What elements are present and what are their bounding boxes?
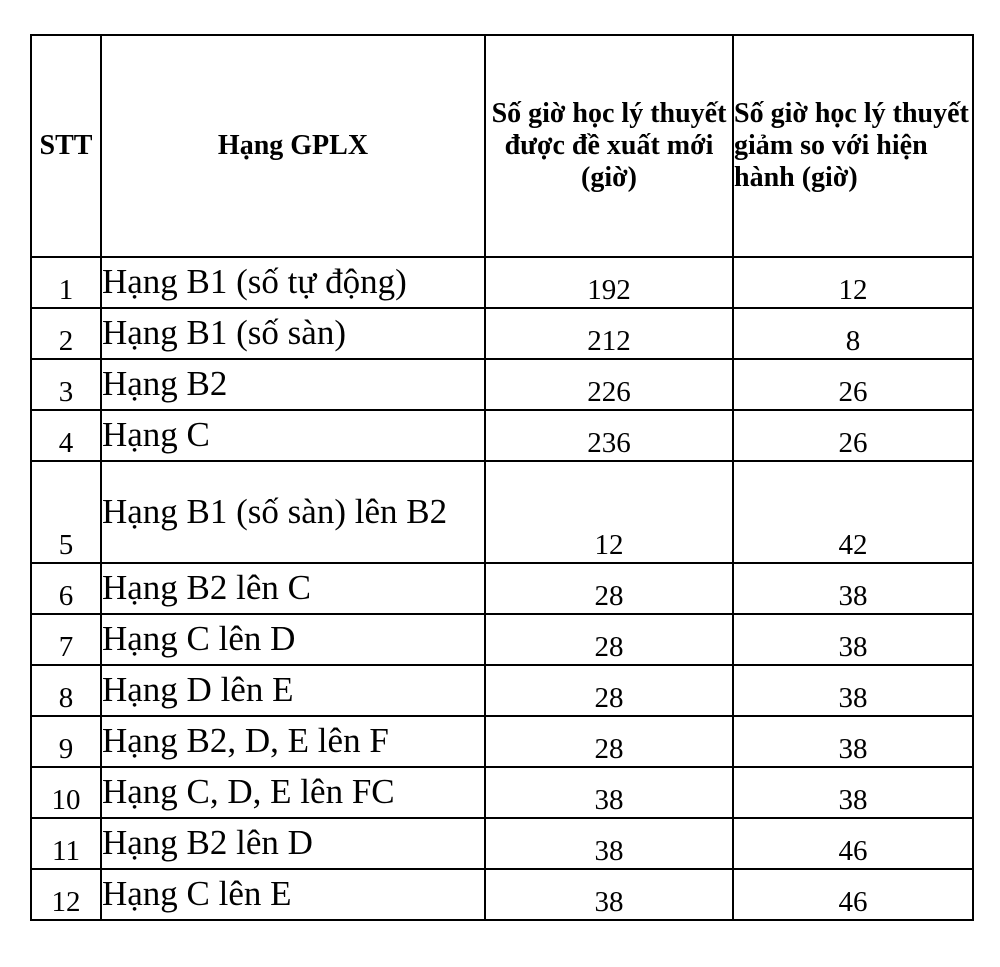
row-new-hours: 38 [485, 869, 733, 920]
row-reduced-hours: 26 [733, 359, 973, 410]
header-license-class: Hạng GPLX [101, 35, 485, 257]
row-new-hours: 38 [485, 818, 733, 869]
row-new-hours: 28 [485, 665, 733, 716]
row-license-class: Hạng B2, D, E lên F [101, 716, 485, 767]
row-stt: 11 [31, 818, 101, 869]
row-stt: 7 [31, 614, 101, 665]
table-row [31, 818, 973, 869]
row-reduced-hours: 42 [733, 461, 973, 563]
row-reduced-hours: 12 [733, 257, 973, 308]
row-reduced-hours: 38 [733, 665, 973, 716]
table-row [31, 614, 973, 665]
row-reduced-hours: 46 [733, 818, 973, 869]
row-license-class: Hạng D lên E [101, 665, 485, 716]
row-new-hours: 28 [485, 563, 733, 614]
header-stt: STT [31, 35, 101, 257]
row-new-hours: 236 [485, 410, 733, 461]
table-row [31, 767, 973, 818]
row-license-class: Hạng B2 [101, 359, 485, 410]
row-license-class: Hạng C, D, E lên FC [101, 767, 485, 818]
row-new-hours: 28 [485, 614, 733, 665]
header-reduced-hours: Số giờ học lý thuyết giảm so với hiện hành (giờ) [733, 35, 973, 257]
row-license-class: Hạng B2 lên C [101, 563, 485, 614]
row-stt: 6 [31, 563, 101, 614]
table-row [31, 563, 973, 614]
row-license-class: Hạng C [101, 410, 485, 461]
row-reduced-hours: 38 [733, 767, 973, 818]
header-row [31, 35, 973, 257]
table-row [31, 716, 973, 767]
row-stt: 9 [31, 716, 101, 767]
row-reduced-hours: 38 [733, 614, 973, 665]
row-license-class: Hạng B1 (số sàn) lên B2 [101, 461, 485, 563]
license-hours-table [30, 34, 974, 921]
row-license-class: Hạng C lên D [101, 614, 485, 665]
row-reduced-hours: 38 [733, 716, 973, 767]
row-stt: 12 [31, 869, 101, 920]
row-stt: 4 [31, 410, 101, 461]
row-stt: 5 [31, 461, 101, 563]
row-reduced-hours: 8 [733, 308, 973, 359]
table-row [31, 410, 973, 461]
row-stt: 3 [31, 359, 101, 410]
row-reduced-hours: 38 [733, 563, 973, 614]
table-row [31, 308, 973, 359]
table-row [31, 461, 973, 563]
row-license-class: Hạng B1 (số sàn) [101, 308, 485, 359]
row-stt: 2 [31, 308, 101, 359]
table-row [31, 665, 973, 716]
row-new-hours: 28 [485, 716, 733, 767]
row-new-hours: 38 [485, 767, 733, 818]
row-new-hours: 192 [485, 257, 733, 308]
row-stt: 8 [31, 665, 101, 716]
row-new-hours: 212 [485, 308, 733, 359]
row-license-class: Hạng C lên E [101, 869, 485, 920]
table-row [31, 869, 973, 920]
row-stt: 1 [31, 257, 101, 308]
table-row [31, 257, 973, 308]
row-new-hours: 12 [485, 461, 733, 563]
row-reduced-hours: 46 [733, 869, 973, 920]
table-row [31, 359, 973, 410]
row-reduced-hours: 26 [733, 410, 973, 461]
row-license-class: Hạng B1 (số tự động) [101, 257, 485, 308]
row-stt: 10 [31, 767, 101, 818]
row-license-class: Hạng B2 lên D [101, 818, 485, 869]
header-new-hours: Số giờ học lý thuyết được đề xuất mới (giờ) [485, 35, 733, 257]
row-new-hours: 226 [485, 359, 733, 410]
